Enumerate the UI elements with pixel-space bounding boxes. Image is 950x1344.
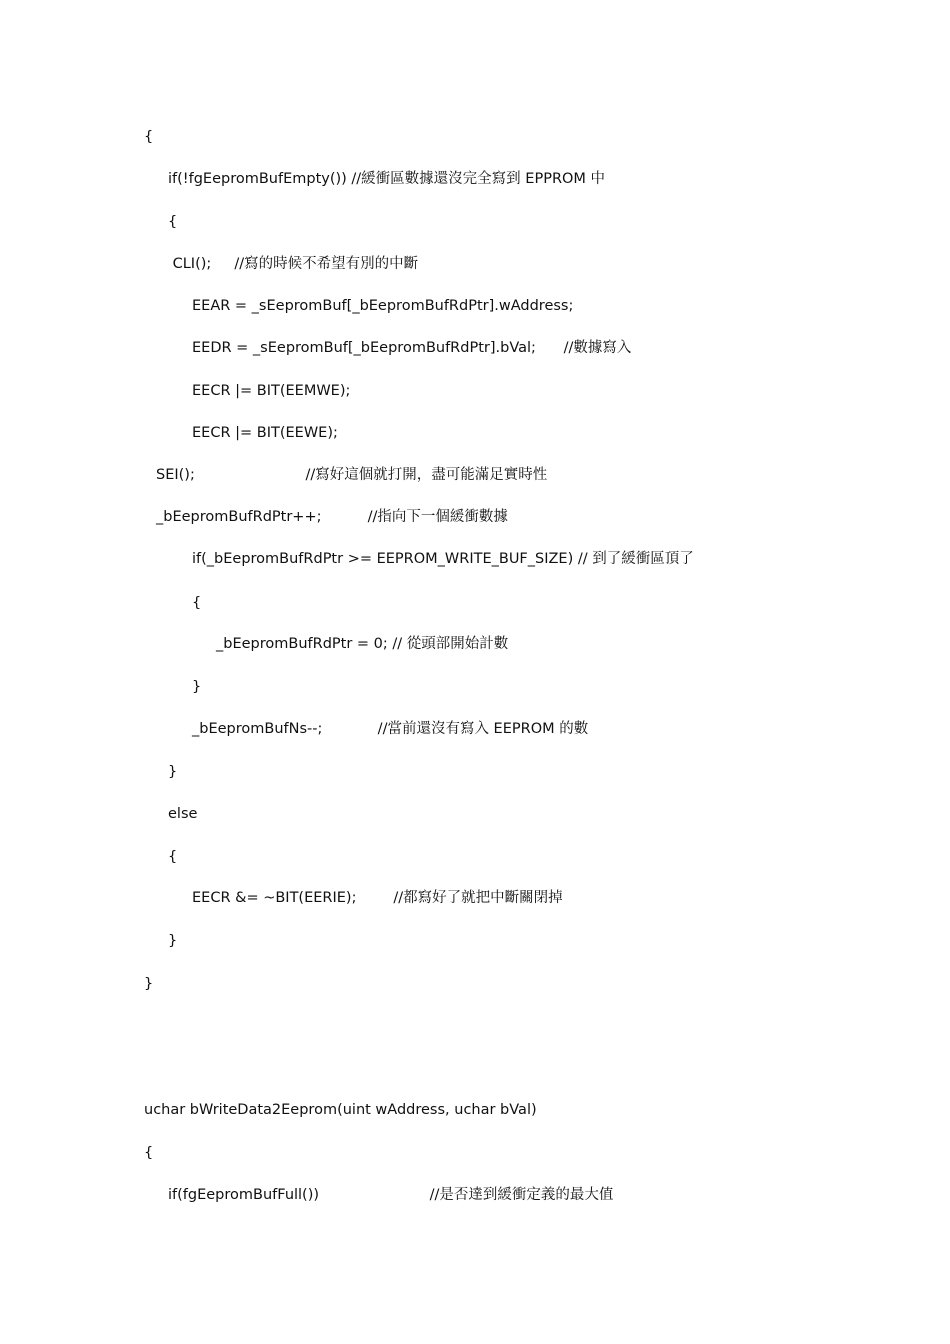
code-line: CLI(); //寫的時候不希望有別的中斷 [168,256,419,272]
code-line: else [168,806,198,822]
code-line: EEAR = _sEepromBuf[_bEepromBufRdPtr].wAddress; [192,298,574,314]
code-line: _bEepromBufRdPtr = 0; // 從頭部開始計數 [216,636,509,652]
code-line: _bEepromBufRdPtr++; //指向下一個緩衝數據 [156,509,508,525]
code-line: if(!fgEepromBufEmpty()) //緩衝區數據還沒完全寫到 EPPROM 中 [168,171,606,187]
code-line: EECR |= BIT(EEMWE); [192,383,351,399]
code-line: } [192,679,202,695]
code-line: } [144,976,154,992]
code-line: { [144,129,154,145]
code-line: if(fgEepromBufFull()) //是否達到緩衝定義的最大值 [168,1187,614,1203]
code-line: uchar bWriteData2Eeprom(uint wAddress, uchar bVal) [144,1102,537,1118]
code-line: } [168,764,178,780]
code-line: if(_bEepromBufRdPtr >= EEPROM_WRITE_BUF_SIZE) // 到了緩衝區頂了 [192,551,694,567]
code-line: { [144,1145,154,1161]
code-line: EECR &= ~BIT(EERIE); //都寫好了就把中斷關閉掉 [192,890,563,906]
code-line: { [168,849,178,865]
code-line: } [168,933,178,949]
code-line: EEDR = _sEepromBuf[_bEepromBufRdPtr].bVal; //數據寫入 [192,340,632,356]
code-line: _bEepromBufNs--; //當前還沒有寫入 EEPROM 的數 [192,721,589,737]
code-line: SEI(); //寫好這個就打開，盡可能滿足實時性 [156,467,548,483]
code-line: { [192,595,202,611]
code-line: EECR |= BIT(EEWE); [192,425,338,441]
code-line: { [168,214,178,230]
